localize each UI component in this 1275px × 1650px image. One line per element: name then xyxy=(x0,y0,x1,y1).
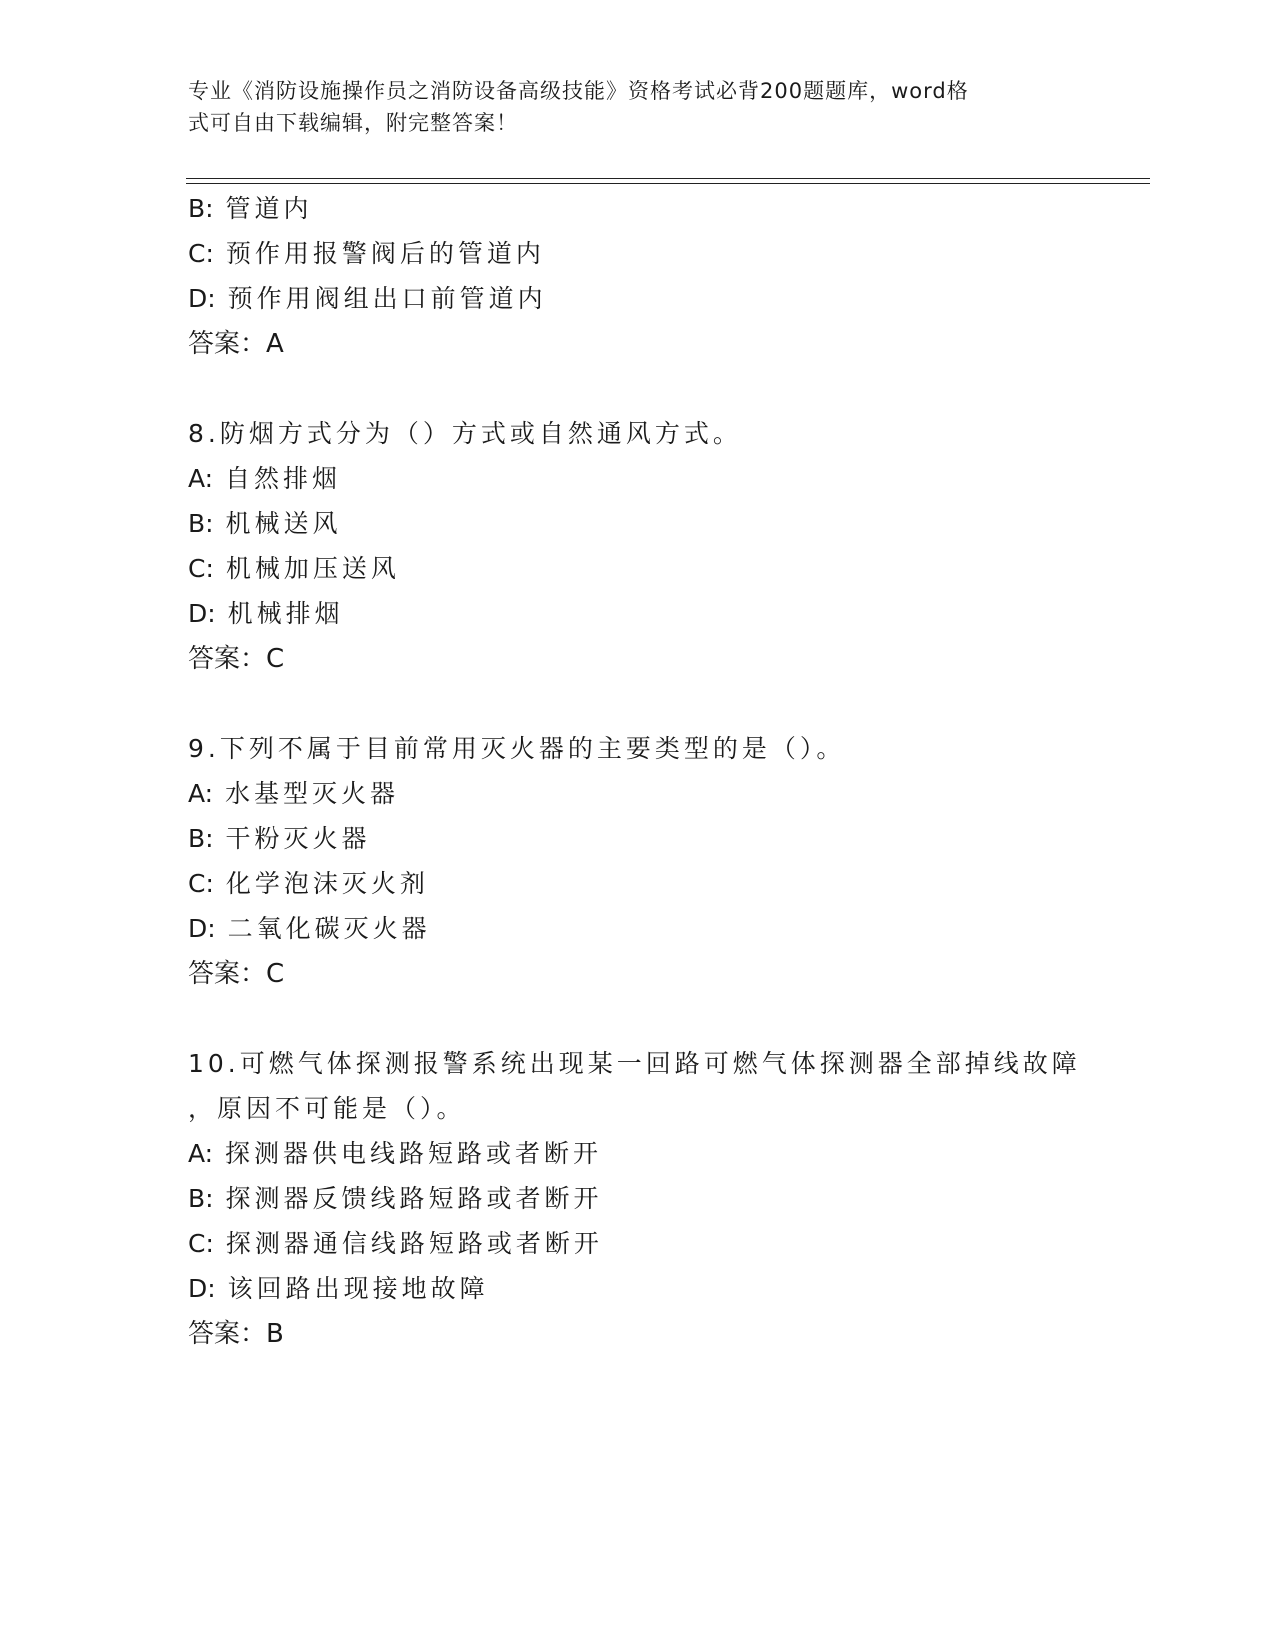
q10-option-a: A: 探测器供电线路短路或者断开 xyxy=(188,1139,603,1168)
q8-option-c: C: 机械加压送风 xyxy=(188,554,400,583)
q10-answer: 答案：B xyxy=(188,1319,284,1349)
header-line-2: 式可自由下载编辑，附完整答案！ xyxy=(188,111,518,135)
header-divider-bottom xyxy=(186,183,1150,184)
q10-option-b: B: 探测器反馈线路短路或者断开 xyxy=(188,1184,603,1213)
q8-option-b: B: 机械送风 xyxy=(188,509,342,538)
q10-stem-line-1: 10.可燃气体探测报警系统出现某一回路可燃气体探测器全部掉线故障 xyxy=(188,1049,1081,1078)
q9-answer: 答案：C xyxy=(188,959,285,989)
q9-option-c: C: 化学泡沫灭火剂 xyxy=(188,869,429,898)
q7-answer: 答案：A xyxy=(188,329,284,359)
header-line-1: 专业《消防设施操作员之消防设备高级技能》资格考试必背200题题库，word格 xyxy=(188,79,969,103)
header-divider-top xyxy=(186,178,1150,179)
document-header xyxy=(188,75,1068,139)
q7-option-c: C: 预作用报警阀后的管道内 xyxy=(188,239,545,268)
q9-option-a: A: 水基型灭火器 xyxy=(188,779,400,808)
q9-stem: 9.下列不属于目前常用灭火器的主要类型的是（）。 xyxy=(188,734,846,763)
q8-option-d: D: 机械排烟 xyxy=(188,599,344,628)
q7-option-d: D: 预作用阀组出口前管道内 xyxy=(188,284,547,313)
q10-stem-line-2: ，原因不可能是（）。 xyxy=(188,1094,466,1123)
q9-option-b: B: 干粉灭火器 xyxy=(188,824,371,853)
q10-option-d: D: 该回路出现接地故障 xyxy=(188,1274,489,1303)
q8-stem: 8.防烟方式分为（）方式或自然通风方式。 xyxy=(188,419,742,448)
q10-option-c: C: 探测器通信线路短路或者断开 xyxy=(188,1229,603,1258)
q9-option-d: D: 二氧化碳灭火器 xyxy=(188,914,431,943)
q8-answer: 答案：C xyxy=(188,644,285,674)
q7-option-b: B: 管道内 xyxy=(188,194,313,223)
q8-option-a: A: 自然排烟 xyxy=(188,464,342,493)
